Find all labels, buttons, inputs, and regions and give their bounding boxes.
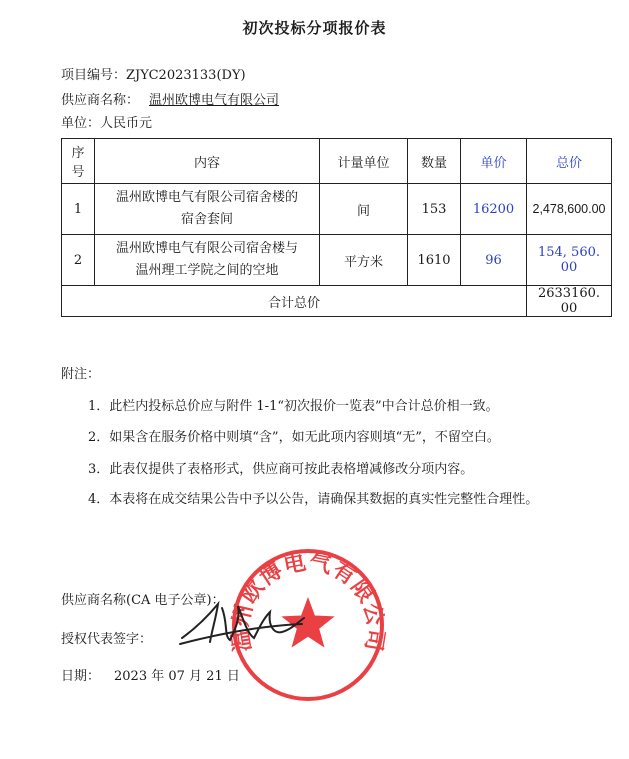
supplier-name bbox=[61, 89, 303, 108]
header-total-price: 总价 bbox=[527, 139, 612, 184]
row-unit: 平方米 bbox=[320, 235, 408, 286]
date-value: 2023 年 07 月 21 日 bbox=[114, 669, 240, 684]
row-unit-price: 96 bbox=[461, 235, 527, 286]
row-quantity: 153 bbox=[408, 184, 461, 235]
row-unit-price: 16200 bbox=[461, 184, 527, 235]
row-content bbox=[95, 184, 320, 235]
row-content-line: 温州理工学院之间的空地 bbox=[135, 263, 279, 278]
table-row bbox=[62, 184, 612, 235]
row-total-price: 154, 560. 00 bbox=[527, 235, 612, 286]
row-index: 2 bbox=[62, 235, 95, 286]
header-unit-price: 单价 bbox=[461, 139, 527, 184]
supplier-name-value: 温州欧博电气有限公司 bbox=[149, 93, 280, 108]
row-content-line: 温州欧博电气有限公司宿舍楼与 bbox=[115, 241, 298, 256]
ca-seal-label: 供应商名称(CA 电子公章)： bbox=[61, 593, 225, 608]
row-total-price: 2,478,600.00 bbox=[527, 184, 612, 235]
note-item: 2．如果含在服务价格中则填“含”，如无此项内容则填“无”，不留空白。 bbox=[88, 430, 500, 445]
table-row bbox=[62, 235, 612, 286]
document-title: 初次投标分项报价表 bbox=[242, 19, 387, 37]
header-content: 内容 bbox=[95, 139, 320, 184]
stamp-text: 温州欧博电气有限公司 bbox=[228, 550, 388, 654]
currency-unit bbox=[61, 112, 152, 131]
row-content-line: 宿舍套间 bbox=[180, 212, 233, 227]
total-label: 合计总价 bbox=[62, 286, 527, 317]
row-index: 1 bbox=[62, 184, 95, 235]
row-content-line: 温州欧博电气有限公司宿舍楼的 bbox=[115, 190, 298, 205]
note-item: 1．此栏内投标总价应与附件 1-1“初次报价一览表”中合计总价相一致。 bbox=[88, 399, 499, 414]
handwritten-signature-icon bbox=[178, 598, 308, 648]
row-unit: 间 bbox=[320, 184, 408, 235]
note-item: 3．此表仅提供了表格形式，供应商可按此表格增减修改分项内容。 bbox=[88, 462, 474, 477]
authorized-signature-label: 授权代表签字： bbox=[61, 632, 153, 647]
total-row bbox=[62, 286, 612, 317]
row-content bbox=[95, 235, 320, 286]
header-unit: 计量单位 bbox=[320, 139, 408, 184]
project-number-value: ZJYC2023133(DY) bbox=[126, 68, 246, 83]
quote-table bbox=[61, 138, 612, 317]
project-number bbox=[61, 64, 246, 83]
total-value: 2633160. 00 bbox=[527, 286, 612, 317]
currency-unit-label: 单位： bbox=[61, 116, 101, 131]
date-label: 日期： bbox=[61, 669, 101, 684]
row-quantity: 1610 bbox=[408, 235, 461, 286]
note-item: 4．本表将在成交结果公告中予以公告，请确保其数据的真实性完整性合理性。 bbox=[88, 492, 539, 507]
supplier-name-label: 供应商名称： bbox=[61, 93, 140, 108]
date-line bbox=[61, 665, 240, 684]
notes-heading: 附注： bbox=[61, 367, 101, 382]
project-number-label: 项目编号： bbox=[61, 68, 127, 83]
header-index: 序号 bbox=[62, 139, 95, 184]
table-header-row bbox=[62, 139, 612, 184]
header-quantity: 数量 bbox=[408, 139, 461, 184]
currency-unit-value: 人民币元 bbox=[100, 116, 153, 131]
